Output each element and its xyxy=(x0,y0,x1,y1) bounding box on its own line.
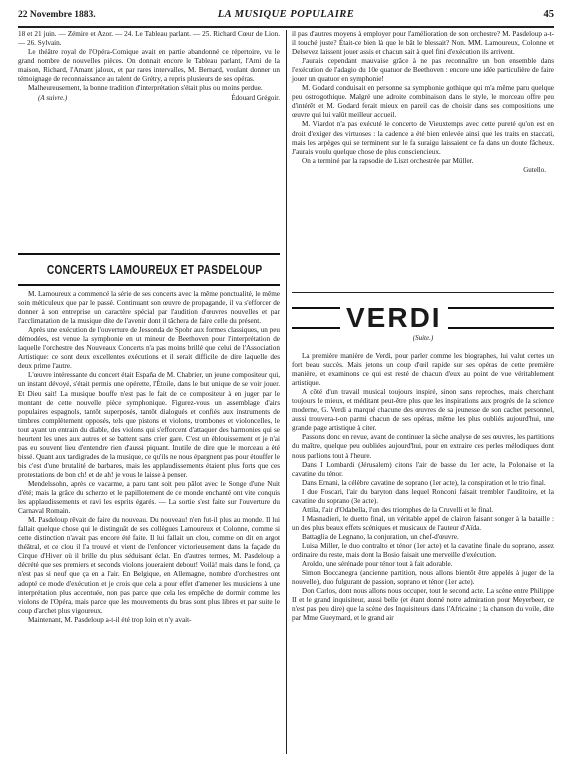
opera-entry: I due Foscari, l'air du baryton dans lequel Ronconi faisait trembler l'auditoire, et la cavatine du soprano (3e acte). xyxy=(292,487,554,505)
article-paragraph: M. Lamoureux a commencé la série de ses concerts avec la même ponctualité, le même soin méticuleux que par le passé. Continuant son œuvre de propagande, il va s'efforcer de donner à son entreprise un caractère spécial par l'audition d'œuvres nouvelles et par l'acclimatation de la musique dite de l'avenir dont il tâchera de faire celle du présent. xyxy=(18,290,280,326)
opera-entry: Attila, l'air d'Odabella, l'un des triomphes de la Cruvelli et le final. xyxy=(302,505,494,514)
opera-entry: Dans I Lombardi (Jérusalem) citons l'air de basse du 1er acte, la Polonaise et la cavatine du ténor. xyxy=(292,460,554,478)
intro-paragraph: Le théâtre royal de l'Opéra-Comique avait en partie abandonné ce répertoire, vu le grand nombre de nouvelles pièces. On donnait encore le Tableau parlant, l'Ami de la maison, Richard, l'Amant jaloux, et par rares intervalles, M. Bernard, voulant donner un témoignage de reconnaissance au talent de Grétry, a repris plusieurs de ses opéras. xyxy=(18,48,280,84)
section-rule xyxy=(292,292,554,293)
verdi-heading xyxy=(292,302,554,342)
article-paragraph: L'œuvre intéressante du concert était España de M. Chabrier, un jeune compositeur qui, un instant dévoyé, s'était permis une opérette, l'Étoile, dans le but unique de se voir jouer. Et Dieu sait! La musique bouffe n'est pas le fait de ce compositeur à en juger par le montant de cette nouvelle pièce symphonique. Figurez-vous un assemblage d'airs populaires espagnols, tantôt superposés, tantôt dialogués et confiés aux instruments de timbres complètement opposés, tels que pistons et violons, trombones et violoncelles, le tout ayant un entrain du diable, des violons qui s'efforcent d'attaquer des harmonies qui se heurtent les unes aux autres et se battent sans crier gare. C'est un éblouissement et je n'ai pas eu souvent lieu d'entendre rien d'aussi piquant. Inutile de dire que le morceau a été bissé. Quant aux tardigrades de la musique, ce qu'ils ne nous épargnent pas pour étouffer le bis c'est d'une brutalité de barbares, mais les applaudissements étaient plus forts que ces protestations de bon ch! et de ah! je vous le laisse à penser. xyxy=(18,371,280,479)
opera-entry: Simon Boccanegra (ancienne partition, nous allons bientôt être appelés à juger de la nouvelle), duo fulgurant de passion, soprano et ténor (1er acte). xyxy=(292,569,554,587)
concerts-article xyxy=(18,290,280,625)
journal-title: LA MUSIQUE POPULAIRE xyxy=(217,9,355,20)
opera-entry: Don Carlos, dont nous allons nous occuper, tout le second acte. La scène entre Philippe II et le grand inquisiteur, aussi belle (et étant donné notre admiration pour Meyerbeer, ce n'est pas peu dire) que la scène des Inquisiteurs dans l'Africaine ; la chanson du voile, dite par Mme Gueymard, et le grand air xyxy=(292,587,554,623)
intro-paragraph: 18 et 21 juin. — Zémire et Azor. — 24. Le Tableau parlant. — 25. Richard Cœur de Lion.— 26. Sylvain. xyxy=(18,30,280,48)
article-paragraph: M. Godard conduisait en personne sa symphonie gothique qui m'a même paru quelque peu ostrogothique. Malgré une adroite combinaison dans le style, le morceau offre peu d'intérêt et M. Godard ferait mieux en pareil cas de choisir dans ses compositions une œuvre qui lui valût meilleur accueil. xyxy=(292,84,554,120)
article-signature xyxy=(18,94,280,103)
heading-ornament xyxy=(448,307,554,329)
section-heading-box xyxy=(18,253,280,286)
article-paragraph: Passons donc en revue, avant de continuer la sèche analyse de ses œuvres, les partitions du maître, quelque peu oubliées aujourd'hui, pour en extraire ces perles mélodiques dont nous parlions tout à l'heure. xyxy=(292,433,554,460)
intro-paragraph: Malheureusement, la bonne tradition d'interprétation s'était plus ou moins perdue. xyxy=(28,84,263,93)
article-paragraph: On a terminé par la rapsodie de Liszt orchestrée par Müller. xyxy=(302,156,474,165)
article-paragraph: Après une exécution de l'ouverture de Jessonda de Spohr aux formes classiques, un peu démodées, est venue la symphonie en ut mineur de Beethoven pour l'interprétation de laquelle l'orchestre des Nouveaux Concerts n'a pas moins brillé que celui de l'Association Artistique: ce sont deux excellentes exécutions et il serait difficile de dire laquelle des deux prime l'autre. xyxy=(18,326,280,371)
opera-entry: I Masnadieri, le duetto final, un véritable appel de clairon faisant songer à la bataille : un des plus beaux effets scéniques et musicaux de l'auteur d'Aïda. xyxy=(292,514,554,532)
opera-entry: Battaglia de Legnano, la conjuration, un chef-d'œuvre. xyxy=(302,532,459,541)
verdi-article xyxy=(292,352,554,623)
opera-entry: Luisa Miller, le duo contralto et ténor (1er acte) et la cavatine finale du soprano, assez ordinaire du reste, mais dont la Bosio faisait une merveille d'exécution. xyxy=(292,541,554,560)
article-paragraph: Maintenant, M. Pasdeloup a-t-il été trop loin et n'y avait- xyxy=(28,615,192,624)
column-divider xyxy=(286,30,287,754)
page-number: 45 xyxy=(543,9,554,20)
section-title: CONCERTS LAMOUREUX ET PASDELOUP xyxy=(46,262,263,277)
heading-ornament xyxy=(292,307,340,329)
article-paragraph: J'aurais cependant mauvaise grâce à ne pas reconnaître un bon ensemble dans l'exécution de l'adagio du 10e quatuor de Beethoven : encore une idée particulière de faire jouer un quatuor en symphonie! xyxy=(292,57,554,84)
opera-entry: Dans Ernani, la célèbre cavatine de soprano (1er acte), la conspiration et le trio final. xyxy=(302,478,546,487)
author-name: Gutello. xyxy=(523,165,546,174)
article-paragraph: Mendelssohn, après ce vacarme, a paru tant soit peu pâlot avec le Songe d'une Nuit d'été; mais la grâce du scherzo et le papillotement de ce monde enchanté ont vite conquis les applaudissements et ravi les esprits égarés. — La sortie s'est faite sur l'ouverture du Carnaval Romain. xyxy=(18,479,280,516)
article-paragraph: il pas d'autres moyens à employer pour l'amélioration de son orchestre? M. Pasdeloup a-t-il touché juste? Était-ce bien là que le bât le blessait? Non. MM. Lamoureux, Colonne et Delsevez laissent jouer assis et chacun sait à quel fini d'exécution ils arrivent. xyxy=(292,30,554,57)
article-paragraph: A côté d'un travail musical toujours inspiré, sinon sans reproches, mais cherchant toujours le mieux, et méditant peut-être plus que les inspirations aux progrès de la science moderne, G. Verdi a marqué chacune des œuvres de sa jeunesse de son cachet personnel, aussi trouvera-t-on parmi chacun de ses opéras, même les plus oubliés aujourd'hui, une grande page artistique à citer. xyxy=(292,388,554,433)
article-paragraph: M. Viardot n'a pas exécuté le concerto de Vieuxtemps avec cette pureté qu'on est en droit d'exiger des virtuoses : la cadence a été bien enlevée ainsi que les traits en staccati, mais les arpèges qui se terminent sur le fa suraigu laissaient ce fa dans un doute fâcheux. J'aurais voulu quelque chose de plus consciencieux. xyxy=(292,120,554,156)
right-column xyxy=(292,30,554,175)
author-name: Édouard Grégoir. xyxy=(231,94,280,103)
article-paragraph: M. Pasdeloup rêvait de faire du nouveau. Du nouveau! n'en fut-il plus au monde. Il lui fallait quelque chose qui le distinguât de ses collègues Lamoureux et Colonne, comme si cette distinction n'avait pas encore été faite. Il lui fallait un clou, comme on dit en argot théâtral, et ce clou il l'a trouvé et vient de l'enfoncer victorieusement dans la façade du Cirque d'Hiver où il brille du plus séduisant éclat. En d'autres termes, M. Pasdeloup a décrété que ses premiers et seconds violons joueraient debout! Voilà! mais dans le fond, ça n'est pas si neuf que ça en a l'air. En Belgique, en Allemagne, nombre d'orchestres ont adopté ce mode d'exécution et je crois que cela a pour effet d'amener les musiciens à une interprétation plus accentuée, non pas parce que cela les empêche de dormir comme les violons de l'Opéra, mais parce que les mouvements du bras sont plus libres et par suite le coup d'archet plus vigoureux. xyxy=(18,516,280,615)
to-be-continued: (A suivre.) xyxy=(38,94,68,103)
verdi-title: VERDI xyxy=(346,302,442,333)
page-header xyxy=(18,8,554,24)
header-rule xyxy=(18,26,554,28)
opera-entry: Aroldo, une sérénade pour ténor tout à fait adorable. xyxy=(302,560,453,569)
issue-date: 22 Novembre 1883. xyxy=(18,10,96,20)
article-paragraph: La première manière de Verdi, pour parler comme les biographes, lui valut certes un fort beau succès. Mais jetons un coup d'œil rapide sur ses opéras de cette première manière, et examinons ce qui est resté de chacun d'eux au point de vue véritablement artistique. xyxy=(292,352,554,388)
suite-label: (Suite.) xyxy=(412,334,434,342)
left-column xyxy=(18,30,280,103)
